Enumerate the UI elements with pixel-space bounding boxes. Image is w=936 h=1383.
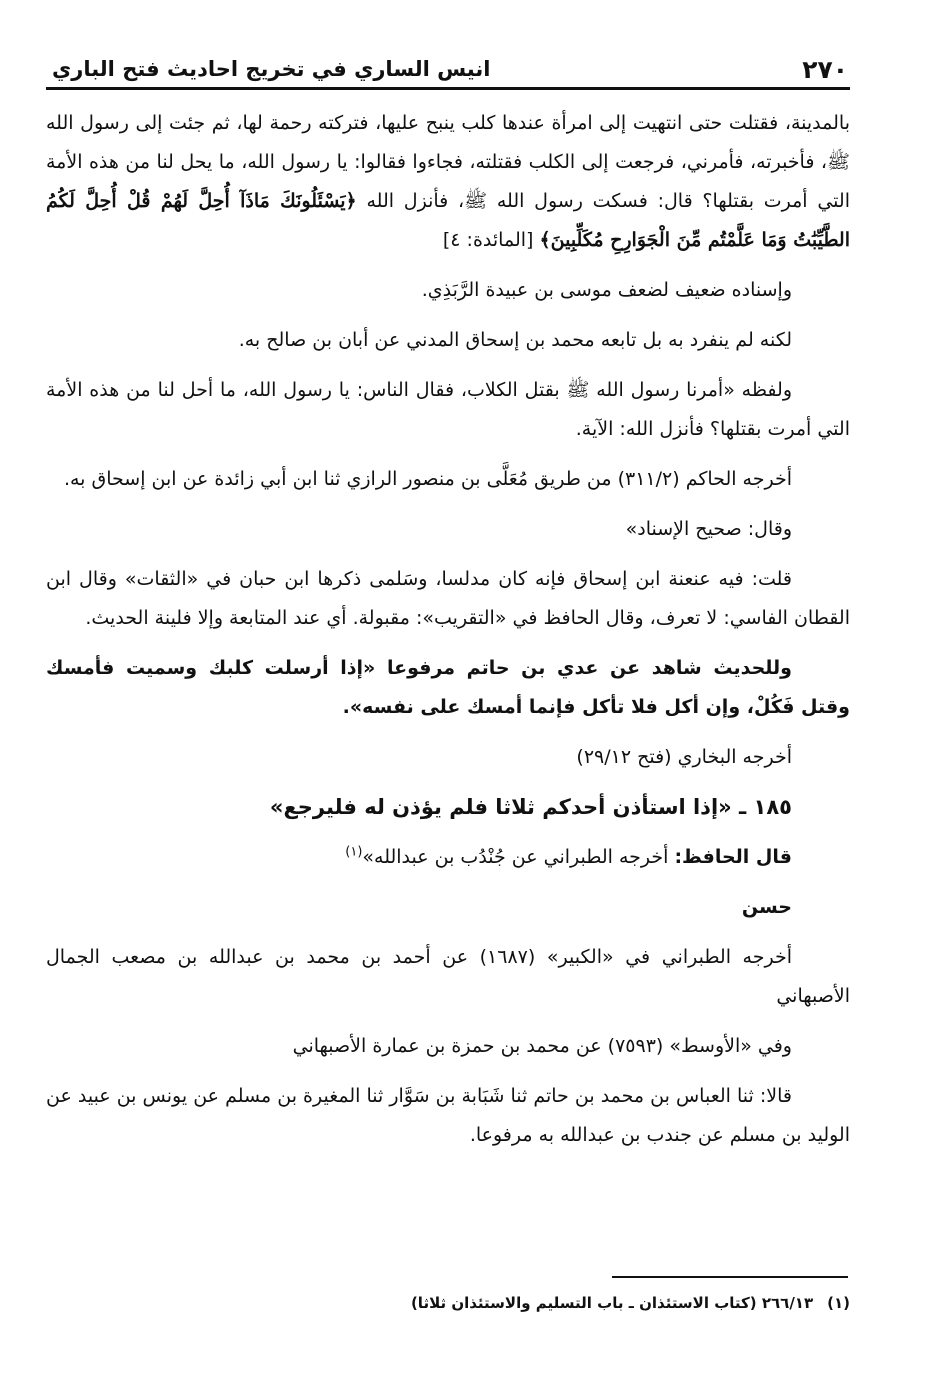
paragraph-1	[46, 104, 850, 260]
grade-label: حسن	[741, 896, 792, 918]
footnote	[46, 1290, 850, 1316]
footnote-text: ٢٦٦/١٣ (كتاب الاستئذان ـ باب التسليم والاستئذان ثلاثا)	[410, 1294, 814, 1312]
paragraph-5: أخرجه الحاكم (٣١١/٢) من طريق مُعَلَّى بن منصور الرازي ثنا ابن أبي زائدة عن ابن إسحاق به.	[63, 468, 792, 490]
quran-reference: [المائدة: ٤]	[442, 229, 534, 251]
running-title: انيس الساري في تخريج احاديث فتح الباري	[52, 57, 491, 81]
paragraph-2: وإسناده ضعيف لضعف موسى بن عبيدة الرَّبَذِي.	[421, 279, 792, 301]
footnote-rule	[612, 1276, 848, 1278]
hafiz-paragraph	[46, 838, 850, 877]
page-number: ٢٧٠	[802, 54, 848, 84]
hadith-number: ١٨٥ ـ	[739, 795, 792, 819]
paragraph-11: وفي «الأوسط» (٧٥٩٣) عن محمد بن حمزة بن عمارة الأصبهاني	[292, 1035, 792, 1057]
page-header	[52, 52, 848, 86]
paragraph-1-text: بالمدينة، فقتلت حتى انتهيت إلى امرأة عندها كلب ينبح عليها، فتركته رحمة لها، ثم جئت إلى رسول الله ﷺ، فأخبرته، فأمرني، فرجعت إلى الكلب فقتلته، فجاءوا فقالوا: يا رسول الله، ما يحل لنا من هذه الأمة التي أمرت بقتلها؟ قال: فسكت رسول الله ﷺ، فأنزل الله	[46, 112, 850, 212]
paragraph-4: ولفظه «أمرنا رسول الله ﷺ بقتل الكلاب، فقال الناس: يا رسول الله، ما أحل لنا من هذه الأمة التي أمرت بقتلها؟ فأنزل الله: الآية.	[46, 379, 850, 440]
footnote-ref: (١)	[345, 844, 363, 860]
hafiz-label: قال الحافظ:	[674, 846, 792, 868]
page-body	[46, 104, 850, 1166]
footnote-number: (١)	[827, 1294, 850, 1312]
shahid-paragraph: وللحديث شاهد عن عدي بن حاتم مرفوعا «إذا أرسلت كلبك وسميت فأمسك وقتل فَكُلْ، وإن أكل فلا تأكل فإنما أمسك على نفسه».	[46, 657, 850, 718]
paragraph-9: أخرجه البخاري (فتح ٢٩/١٢)	[576, 746, 792, 768]
header-rule	[46, 87, 850, 90]
paragraph-10: أخرجه الطبراني في «الكبير» (١٦٨٧) عن أحمد بن محمد بن عبدالله بن مصعب الجمال الأصبهاني	[46, 946, 850, 1007]
paragraph-7: قلت: فيه عنعنة ابن إسحاق فإنه كان مدلسا، وسَلمى ذكرها ابن حبان في «الثقات» وقال ابن القطان الفاسي: لا تعرف، وقال الحافظ في «التقريب»: مقبولة. أي عند المتابعة وإلا فلينة الحديث.	[46, 568, 850, 629]
footnotes	[46, 1290, 850, 1316]
hafiz-text: أخرجه الطبراني عن جُنْدُب بن عبدالله»	[362, 846, 669, 868]
hadith-text: «إذا استأذن أحدكم ثلاثا فلم يؤذن له فليرجع»	[269, 795, 732, 819]
hadith-heading	[46, 788, 850, 827]
paragraph-3: لكنه لم ينفرد به بل تابعه محمد بن إسحاق المدني عن أبان بن صالح به.	[238, 329, 792, 351]
paragraph-12: قالا: ثنا العباس بن محمد بن حاتم ثنا شَبَابة بن سَوَّار ثنا المغيرة بن مسلم عن يونس بن عبيد عن الوليد بن مسلم عن جندب بن عبدالله به مرفوعا.	[46, 1085, 850, 1146]
quran-verse: ﴿يَسْئَلُونَكَ مَاذَآ أُحِلَّ لَهُمْ قُلْ أُحِلَّ لَكُمُ الطَّيِّبَٰتُ وَمَا عَلَّمْتُم مِّنَ الْجَوَارِحِ مُكَلِّبِينَ﴾	[46, 190, 850, 251]
paragraph-6: وقال: صحيح الإسناد»	[625, 518, 792, 540]
